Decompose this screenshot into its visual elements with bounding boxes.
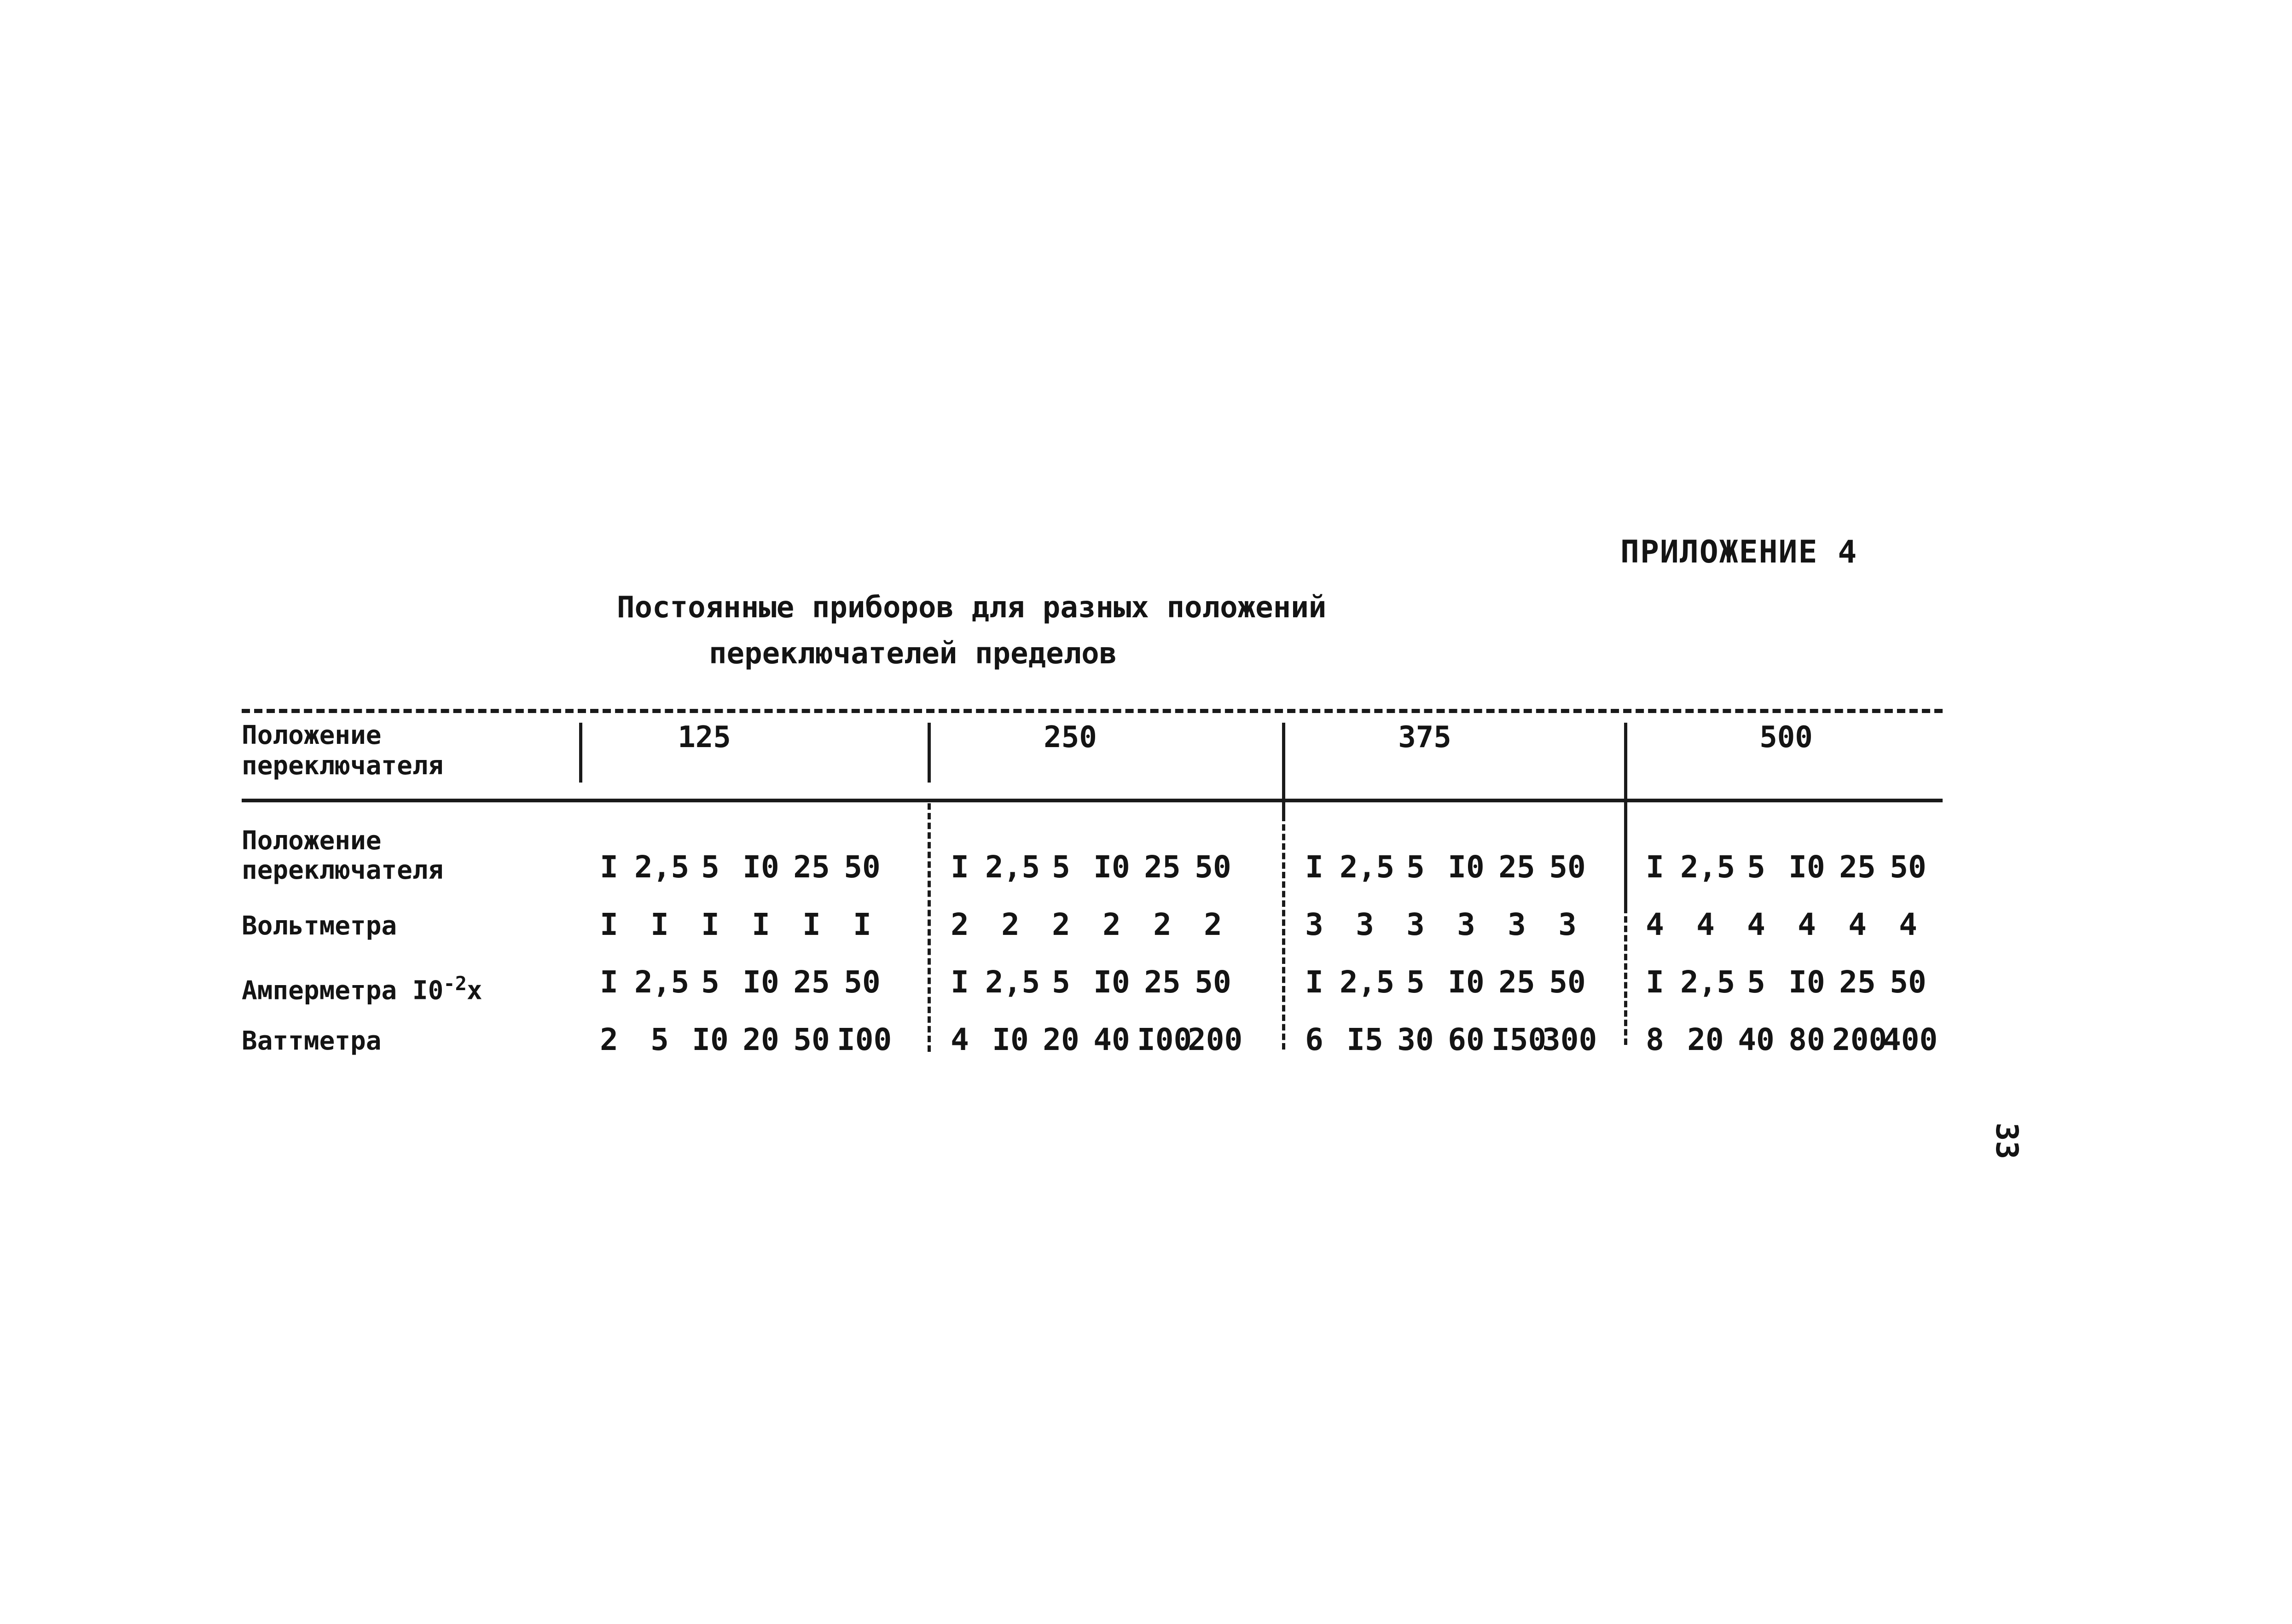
table-cell: 2: [1153, 907, 1172, 942]
ammeter-label-text: Амперметра I0: [242, 975, 444, 1006]
table-cell: 25: [1144, 964, 1181, 1000]
table-cell: 25: [1498, 964, 1535, 1000]
row-label-voltmeter: Вольтметра: [242, 911, 397, 941]
table-cell: 200: [1832, 1022, 1887, 1057]
table-cell: 2,5: [634, 964, 690, 1000]
table-cell: 50: [793, 1022, 830, 1057]
column-separator-2: [928, 803, 931, 1052]
appendix-label: ПРИЛОЖЕНИЕ 4: [1620, 534, 1858, 570]
table-cell: 25: [1144, 849, 1181, 885]
table-cell: 50: [844, 849, 881, 885]
table-cell: 5: [1747, 964, 1765, 1000]
header-separator-2: [928, 723, 931, 783]
table-cell: 3: [1508, 907, 1526, 942]
table-cell: I: [600, 964, 618, 1000]
table-cell: 5: [701, 964, 720, 1000]
table-cell: 5: [701, 849, 720, 885]
table-cell: 4: [1646, 907, 1664, 942]
table-cell: 20: [743, 1022, 779, 1057]
table-cell: 20: [1043, 1022, 1079, 1057]
table-cell: 8: [1646, 1022, 1664, 1057]
row-label-wattmeter: Ваттметра: [242, 1026, 382, 1056]
table-cell: I0: [1093, 964, 1130, 1000]
table-cell: 50: [1890, 849, 1926, 885]
table-cell: 4: [1747, 907, 1765, 942]
table-cell: I0: [692, 1022, 729, 1057]
table-cell: 4: [1696, 907, 1715, 942]
group-header-375: 375: [1398, 720, 1451, 754]
group-header-125: 125: [678, 720, 731, 754]
table-cell: 30: [1397, 1022, 1434, 1057]
ammeter-label-suffix: х: [466, 975, 482, 1006]
table-cell: I0: [992, 1022, 1029, 1057]
table-title: [617, 585, 1445, 677]
table-cell: 2: [1102, 907, 1121, 942]
table-cell: I50: [1491, 1022, 1547, 1057]
table-cell: 4: [1848, 907, 1867, 942]
table-cell: I: [600, 849, 618, 885]
table-cell: I: [802, 907, 821, 942]
table-cell: 200: [1188, 1022, 1243, 1057]
table-cell: 5: [1052, 964, 1070, 1000]
table-cell: 4: [1899, 907, 1917, 942]
table-cell: 2: [1001, 907, 1020, 942]
table-cell: 50: [1549, 849, 1586, 885]
table-cell: 2,5: [1340, 849, 1395, 885]
table-cell: 40: [1093, 1022, 1130, 1057]
table-cell: 2: [600, 1022, 618, 1057]
table-cell: I0: [1788, 849, 1825, 885]
table-cell: 5: [1406, 964, 1425, 1000]
table-cell: I: [853, 907, 871, 942]
table-cell: 60: [1448, 1022, 1485, 1057]
table-cell: 3: [1558, 907, 1577, 942]
group-header-500: 500: [1759, 720, 1813, 754]
table-cell: 6: [1305, 1022, 1323, 1057]
table-cell: I: [1646, 849, 1664, 885]
table-cell: 2: [951, 907, 969, 942]
title-line-2: переключателей пределов: [709, 637, 1117, 671]
table-cell: 50: [1890, 964, 1926, 1000]
table-cell: 25: [1839, 964, 1876, 1000]
header-corner-label: Положение переключателя: [242, 720, 444, 781]
table-cell: 4: [1798, 907, 1816, 942]
table-cell: I: [951, 964, 969, 1000]
table-cell: 2,5: [985, 849, 1040, 885]
table-cell: I0: [743, 964, 779, 1000]
ammeter-label-exponent: -2: [443, 972, 467, 995]
table-cell: 400: [1883, 1022, 1938, 1057]
table-cell: 3: [1457, 907, 1475, 942]
table-cell: 2,5: [985, 964, 1040, 1000]
table-cell: I0: [1448, 964, 1485, 1000]
table-cell: I5: [1346, 1022, 1383, 1057]
table-cell: 5: [650, 1022, 669, 1057]
table-cell: I00: [837, 1022, 892, 1057]
table-cell: 40: [1738, 1022, 1775, 1057]
header-separator-3: [1282, 723, 1285, 815]
column-separator-3: [1282, 815, 1285, 1050]
table-cell: I: [650, 907, 669, 942]
table-cell: I0: [743, 849, 779, 885]
table-cell: 2,5: [1680, 849, 1735, 885]
table-cell: 80: [1788, 1022, 1825, 1057]
table-cell: 3: [1305, 907, 1323, 942]
table-cell: I0: [1788, 964, 1825, 1000]
table-top-rule: [242, 709, 1943, 713]
table-cell: 25: [793, 849, 830, 885]
table-cell: I00: [1137, 1022, 1192, 1057]
column-separator-4: [1624, 907, 1627, 1045]
header-separator-1: [579, 723, 582, 783]
table-cell: 50: [1195, 849, 1231, 885]
table-cell: I: [752, 907, 770, 942]
table-cell: 20: [1687, 1022, 1724, 1057]
table-header-rule: [242, 799, 1943, 802]
table-cell: 5: [1406, 849, 1425, 885]
table-cell: 50: [1549, 964, 1586, 1000]
table-cell: I0: [1093, 849, 1130, 885]
page-number: 33: [1989, 1122, 2025, 1160]
table-cell: I: [600, 907, 618, 942]
table-cell: 5: [1052, 849, 1070, 885]
table-cell: I0: [1448, 849, 1485, 885]
group-header-250: 250: [1044, 720, 1097, 754]
table-cell: 25: [1839, 849, 1876, 885]
title-line-1: Постоянные приборов для разных положений: [617, 591, 1327, 625]
table-cell: 50: [844, 964, 881, 1000]
table-cell: 2,5: [634, 849, 690, 885]
table-cell: I: [701, 907, 720, 942]
table-cell: 5: [1747, 849, 1765, 885]
row-label-ammeter: [242, 969, 573, 1006]
table-cell: 2,5: [1680, 964, 1735, 1000]
header-separator-4: [1624, 723, 1627, 907]
row-label-switch-position: Положение переключателя: [242, 826, 444, 885]
table-cell: I: [951, 849, 969, 885]
table-cell: 4: [951, 1022, 969, 1057]
table-cell: 2: [1052, 907, 1070, 942]
table-cell: 25: [793, 964, 830, 1000]
table-cell: I: [1305, 849, 1323, 885]
table-cell: 2,5: [1340, 964, 1395, 1000]
table-cell: I: [1305, 964, 1323, 1000]
table-cell: 3: [1356, 907, 1374, 942]
table-cell: 50: [1195, 964, 1231, 1000]
table-cell: 3: [1406, 907, 1425, 942]
table-cell: 300: [1542, 1022, 1597, 1057]
table-cell: 25: [1498, 849, 1535, 885]
table-cell: I: [1646, 964, 1664, 1000]
table-cell: 2: [1204, 907, 1222, 942]
